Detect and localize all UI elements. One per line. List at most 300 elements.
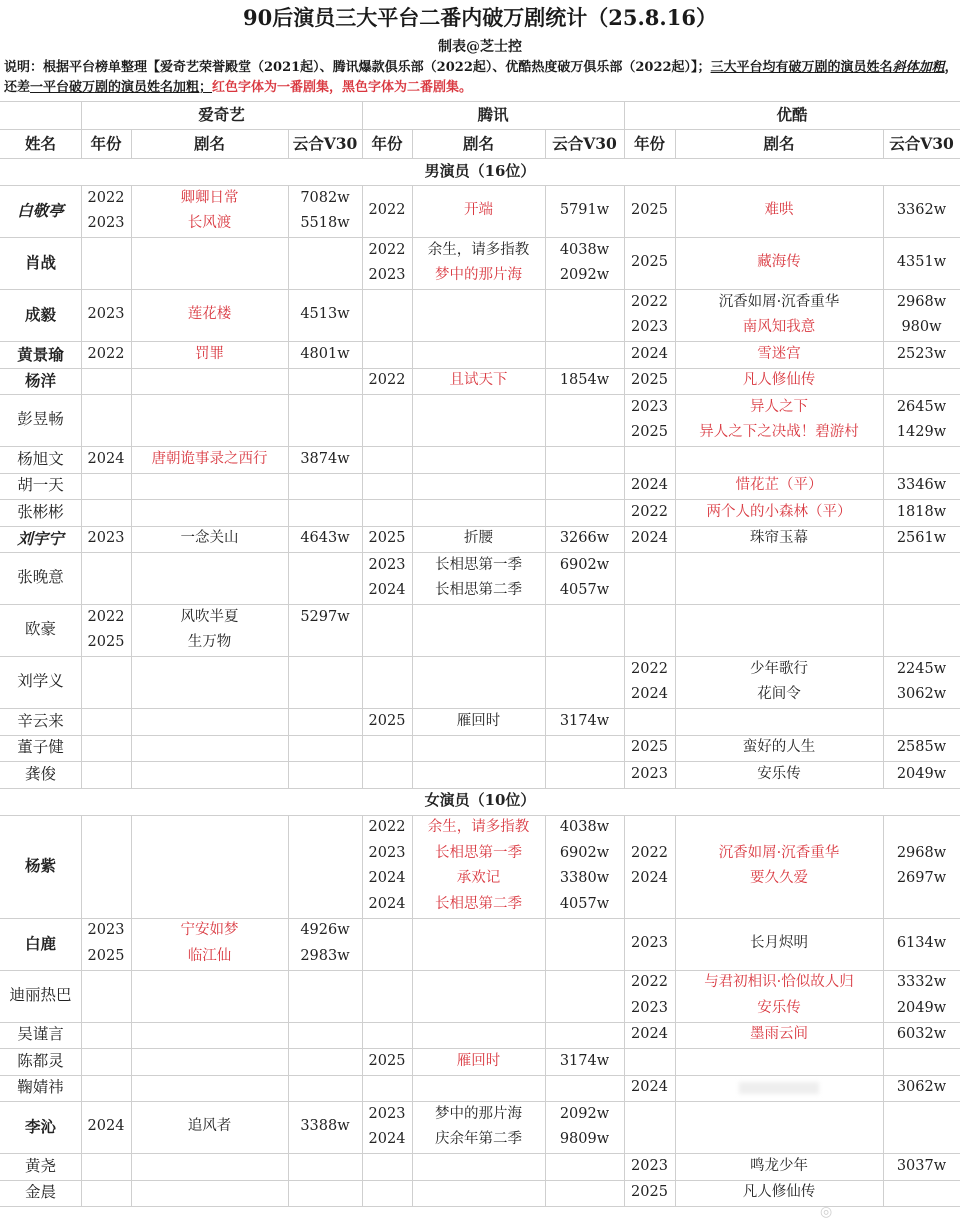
column-divider [675, 185, 676, 788]
score-value: 5297w [300, 608, 350, 625]
score-value: 2697w [896, 870, 947, 886]
score-value: 3346w [896, 477, 947, 493]
year-cell [624, 237, 675, 289]
actor-name [0, 394, 81, 446]
drama-title: 长相思第二季 [435, 582, 522, 598]
score-cell [883, 446, 960, 473]
drama-cell [412, 815, 545, 918]
year-cell [81, 185, 131, 237]
year-value: 2024 [87, 1118, 125, 1135]
score-value: 4643w [300, 530, 350, 546]
drama-cell [412, 1075, 545, 1102]
score-value: 3062w [896, 686, 947, 702]
score-cell [288, 237, 362, 289]
drama-cell [412, 289, 545, 341]
column-divider [545, 129, 546, 158]
drama-title: 风吹半夏 [180, 608, 239, 625]
drama-cell [412, 552, 545, 604]
year-cell [362, 1153, 412, 1180]
year-cell [362, 1048, 412, 1075]
column-header-year [624, 129, 675, 158]
year-cell [81, 368, 131, 395]
drama-title: 异人之下 [750, 398, 808, 415]
drama-cell [131, 185, 288, 237]
score-cell [883, 761, 960, 788]
drama-title: 梦中的那片海 [435, 1105, 522, 1122]
drama-cell [675, 473, 883, 500]
score-cell [545, 1153, 624, 1180]
drama-title: 开端 [464, 202, 493, 219]
year-value: 2024 [87, 450, 125, 467]
column-label: 云合V30 [552, 133, 617, 153]
drama-title: 追风者 [187, 1118, 232, 1135]
drama-cell [131, 289, 288, 341]
score-cell [883, 1180, 960, 1207]
score-cell [545, 1022, 624, 1049]
drama-cell [131, 499, 288, 526]
drama-cell [675, 1048, 883, 1075]
score-cell [288, 735, 362, 762]
drama-title: 异人之下之决战！碧游村 [699, 424, 859, 440]
year-value: 2025 [631, 424, 668, 440]
score-value: 4057w [559, 895, 610, 912]
score-cell [288, 499, 362, 526]
year-cell [624, 394, 675, 446]
year-cell [362, 499, 412, 526]
year-value: 2024 [368, 870, 406, 886]
year-cell [81, 1153, 131, 1180]
column-divider [883, 129, 884, 158]
drama-cell [131, 473, 288, 500]
year-value: 2022 [87, 608, 125, 625]
drama-cell [412, 237, 545, 289]
drama-cell [675, 446, 883, 473]
score-value: 2983w [300, 947, 350, 964]
year-value: 2022 [631, 293, 668, 310]
year-cell [624, 761, 675, 788]
score-cell [883, 815, 960, 918]
year-cell [81, 341, 131, 368]
drama-title: 难哄 [764, 202, 794, 219]
drama-cell [131, 341, 288, 368]
score-cell [545, 970, 624, 1022]
score-value: 2092w [559, 267, 610, 283]
column-header-drama [412, 129, 545, 158]
drama-title: 宁安如梦 [180, 922, 239, 938]
score-cell [883, 185, 960, 237]
drama-title: 凡人修仙传 [742, 372, 816, 388]
year-cell [362, 761, 412, 788]
year-cell [624, 289, 675, 341]
drama-cell [131, 1153, 288, 1180]
year-cell [362, 1101, 412, 1153]
year-cell [81, 1180, 131, 1207]
year-cell [624, 1048, 675, 1075]
year-cell [362, 552, 412, 604]
column-divider [412, 185, 413, 788]
year-cell [624, 815, 675, 918]
column-divider [883, 185, 884, 788]
score-value: 2968w [896, 844, 947, 861]
score-cell [288, 1101, 362, 1153]
year-cell [362, 446, 412, 473]
actor-name-text: 黄尧 [24, 1156, 56, 1175]
drama-title: 庆余年第二季 [435, 1131, 522, 1147]
drama-cell [675, 526, 883, 553]
year-value: 2023 [368, 556, 406, 573]
drama-title: 承欢记 [456, 870, 501, 886]
year-cell [362, 341, 412, 368]
year-cell [624, 1101, 675, 1153]
year-cell [81, 1022, 131, 1049]
drama-title: 珠帘玉幕 [750, 530, 808, 546]
year-value: 2025 [87, 947, 125, 964]
actor-name-text: 白敬亭 [17, 201, 64, 221]
table-author: 制表@芝士控 [438, 39, 522, 55]
section-label: 男演员（16位） [424, 161, 536, 180]
actor-name [0, 815, 81, 918]
year-cell [81, 552, 131, 604]
year-cell [362, 1022, 412, 1049]
drama-cell [131, 604, 288, 656]
drama-cell [412, 526, 545, 553]
drama-title: 蛮好的人生 [742, 739, 816, 755]
drama-cell [412, 1153, 545, 1180]
year-value: 2022 [631, 974, 668, 990]
actor-name [0, 761, 81, 788]
actor-name-text: 吴谨言 [17, 1025, 64, 1043]
drama-cell [675, 552, 883, 604]
drama-cell [412, 341, 545, 368]
drama-cell [675, 1022, 883, 1049]
score-value: 4513w [300, 306, 350, 323]
note-part-4: ，还差 [4, 60, 958, 95]
column-divider [288, 815, 289, 1207]
actor-name [0, 185, 81, 237]
score-value: 2049w [896, 999, 947, 1016]
score-value: 3380w [559, 870, 610, 886]
year-cell [624, 656, 675, 708]
year-cell [81, 1075, 131, 1102]
score-value: 2968w [896, 293, 947, 310]
drama-cell [131, 656, 288, 708]
column-label: 云合V30 [292, 133, 358, 153]
drama-title: 要久久爱 [750, 870, 808, 886]
drama-cell [412, 761, 545, 788]
drama-title: 罚罪 [195, 345, 224, 362]
score-cell [545, 656, 624, 708]
column-header-drama [675, 129, 883, 158]
year-value: 2024 [631, 1079, 668, 1095]
score-value: 1818w [896, 503, 947, 520]
score-cell [883, 499, 960, 526]
score-value: 9809w [559, 1131, 610, 1147]
column-divider [81, 815, 82, 1207]
actor-name-text: 刘学义 [17, 672, 64, 691]
score-cell [883, 289, 960, 341]
year-value: 2023 [87, 530, 125, 546]
year-cell [624, 708, 675, 735]
score-cell [883, 735, 960, 762]
drama-cell [412, 499, 545, 526]
drama-title: 且试天下 [449, 372, 508, 388]
year-value: 2022 [631, 844, 668, 861]
actor-name-text: 白鹿 [24, 933, 56, 953]
score-value [323, 630, 328, 656]
score-value: 4057w [559, 582, 610, 598]
drama-title: 一念关山 [180, 530, 239, 546]
score-cell [288, 185, 362, 237]
year-value: 2022 [368, 202, 406, 219]
drama-cell [412, 446, 545, 473]
platform-label: 爱奇艺 [198, 105, 245, 125]
year-value: 2025 [87, 634, 125, 650]
drama-title: 安乐传 [757, 765, 801, 782]
drama-cell [412, 473, 545, 500]
drama-title: 折腰 [464, 530, 493, 546]
section-header [0, 158, 960, 185]
drama-cell [131, 446, 288, 473]
weibo-watermark-icon: ◎ [820, 1204, 833, 1220]
score-value: 3362w [896, 202, 947, 219]
score-value: 3174w [559, 712, 610, 729]
year-cell [624, 446, 675, 473]
column-header-score [288, 129, 362, 158]
score-cell [545, 1101, 624, 1153]
column-header-score [545, 129, 624, 158]
score-cell [883, 552, 960, 604]
year-cell [81, 970, 131, 1022]
drama-title: 长月烬明 [750, 934, 808, 951]
year-value: 2023 [368, 267, 406, 283]
score-value: 3062w [896, 1079, 947, 1095]
score-value: 980w [901, 319, 942, 335]
actor-name-text: 彭昱畅 [17, 410, 64, 429]
actor-name [0, 735, 81, 762]
score-cell [288, 656, 362, 708]
drama-cell [131, 815, 288, 918]
note-part-2: 三大平台均有破万剧的演员姓名 [710, 60, 893, 75]
column-header-drama [131, 129, 288, 158]
column-divider [81, 185, 82, 788]
year-cell [81, 499, 131, 526]
drama-cell [131, 761, 288, 788]
actor-name-text: 刘宇宁 [17, 529, 64, 548]
year-value: 2023 [631, 1157, 668, 1174]
column-divider [883, 815, 884, 1207]
platform-header [362, 101, 624, 129]
year-cell [362, 1180, 412, 1207]
drama-title: 生万物 [187, 634, 232, 650]
year-cell [624, 970, 675, 1022]
note-part-1: 说明：根据平台榜单整理【爱奇艺荣誉殿堂（2021起）、腾讯爆款俱乐部（2022起）、优酷热度破万俱乐部（2022起）】； [4, 60, 711, 75]
score-value: 3874w [300, 450, 350, 467]
score-cell [545, 918, 624, 970]
column-header-year [362, 129, 412, 158]
score-cell [883, 368, 960, 395]
year-cell [624, 1180, 675, 1207]
score-value: 3388w [300, 1118, 350, 1135]
column-header-year [81, 129, 131, 158]
actor-name-text: 杨洋 [24, 371, 56, 390]
drama-title: 花间令 [757, 686, 801, 702]
year-cell [624, 552, 675, 604]
actor-name [0, 970, 81, 1022]
column-label: 姓名 [24, 133, 56, 153]
year-value: 2025 [368, 712, 406, 729]
score-cell [545, 735, 624, 762]
drama-cell [412, 1022, 545, 1049]
actor-name [0, 1153, 81, 1180]
drama-cell [412, 604, 545, 656]
year-value: 2024 [631, 1026, 668, 1042]
year-value: 2022 [631, 503, 668, 520]
year-cell [81, 656, 131, 708]
drama-cell [675, 289, 883, 341]
year-value: 2022 [87, 345, 125, 362]
column-divider [131, 815, 132, 1207]
actor-name [0, 656, 81, 708]
year-value: 2023 [368, 844, 406, 861]
drama-cell [675, 708, 883, 735]
drama-cell [675, 970, 883, 1022]
score-cell [883, 1101, 960, 1153]
column-label: 剧名 [462, 133, 494, 153]
drama-cell [412, 368, 545, 395]
actor-name [0, 499, 81, 526]
column-divider [362, 129, 363, 158]
year-value: 2023 [631, 934, 668, 951]
year-cell [81, 735, 131, 762]
drama-cell [131, 1022, 288, 1049]
year-value: 2025 [631, 1184, 668, 1200]
platform-header [81, 101, 362, 129]
column-divider [545, 815, 546, 1207]
drama-cell [675, 735, 883, 762]
actor-name [0, 1022, 81, 1049]
page-title: 90后演员三大平台二番内破万剧统计（25.8.16） [243, 5, 717, 30]
year-cell [81, 604, 131, 656]
score-cell [288, 1180, 362, 1207]
drama-title: 梦中的那片海 [435, 267, 522, 283]
platform-label: 腾讯 [477, 105, 509, 125]
blurred-title [739, 1082, 819, 1094]
actor-name-text: 黄景瑜 [17, 344, 64, 364]
year-value: 2024 [631, 686, 668, 702]
drama-title: 沉香如屑·沉香重华 [718, 844, 840, 861]
score-cell [288, 368, 362, 395]
column-divider [362, 815, 363, 1207]
score-value [919, 368, 924, 394]
year-cell [624, 918, 675, 970]
drama-title: 与君初相识·恰似故人归 [704, 974, 854, 990]
score-value: 4038w [559, 241, 610, 258]
score-cell [288, 970, 362, 1022]
drama-cell [131, 1180, 288, 1207]
year-value: 2025 [631, 254, 668, 271]
score-cell [545, 761, 624, 788]
score-cell [288, 552, 362, 604]
score-value: 6134w [896, 934, 947, 951]
drama-title: 唐朝诡事录之西行 [151, 450, 268, 467]
year-cell [81, 918, 131, 970]
platform-header [624, 101, 960, 129]
score-cell [545, 394, 624, 446]
score-cell [288, 289, 362, 341]
drama-cell [675, 368, 883, 395]
year-cell [624, 1153, 675, 1180]
drama-title: 余生，请多指教 [427, 241, 530, 258]
column-divider [624, 815, 625, 1207]
score-cell [883, 1153, 960, 1180]
actor-name-text: 董子健 [17, 738, 64, 756]
year-cell [624, 526, 675, 553]
score-value: 3174w [559, 1052, 610, 1069]
score-value: 3332w [896, 974, 947, 990]
score-cell [883, 1022, 960, 1049]
column-divider [675, 815, 676, 1207]
drama-title: 凡人修仙传 [742, 1184, 816, 1200]
drama-title: 雪迷宫 [757, 345, 801, 362]
actor-name-text: 杨旭文 [17, 449, 64, 468]
drama-title: 长风渡 [187, 215, 232, 231]
score-cell [883, 1075, 960, 1102]
year-cell [624, 368, 675, 395]
actor-name [0, 1180, 81, 1207]
year-value: 2023 [631, 398, 668, 415]
actor-name [0, 1048, 81, 1075]
drama-cell [131, 970, 288, 1022]
score-cell [288, 604, 362, 656]
year-cell [362, 289, 412, 341]
drama-title: 两个人的小森林（平） [706, 503, 852, 520]
year-cell [81, 237, 131, 289]
year-value: 2025 [631, 739, 668, 755]
drama-cell [675, 815, 883, 918]
actor-name [0, 918, 81, 970]
drama-title: 藏海传 [757, 254, 801, 271]
column-divider [624, 185, 625, 788]
score-cell [883, 604, 960, 656]
actor-name-text: 张彬彬 [17, 502, 64, 521]
score-cell [288, 1153, 362, 1180]
platform-label: 优酷 [776, 105, 808, 125]
drama-cell [412, 970, 545, 1022]
score-cell [883, 918, 960, 970]
column-label: 年份 [371, 133, 403, 153]
year-value: 2023 [87, 215, 125, 231]
year-cell [362, 394, 412, 446]
score-cell [288, 341, 362, 368]
score-cell [545, 499, 624, 526]
score-value: 3037w [896, 1157, 947, 1174]
drama-cell [412, 185, 545, 237]
column-divider [675, 129, 676, 158]
score-cell [288, 1022, 362, 1049]
drama-cell [412, 708, 545, 735]
year-cell [81, 446, 131, 473]
actor-name [0, 1101, 81, 1153]
year-cell [362, 656, 412, 708]
column-label: 云合V30 [889, 133, 954, 153]
year-cell [362, 918, 412, 970]
drama-cell [131, 1101, 288, 1153]
score-cell [883, 526, 960, 553]
year-value: 2022 [87, 189, 125, 206]
score-cell [883, 656, 960, 708]
year-value: 2024 [631, 530, 668, 546]
year-value: 2022 [631, 660, 668, 677]
